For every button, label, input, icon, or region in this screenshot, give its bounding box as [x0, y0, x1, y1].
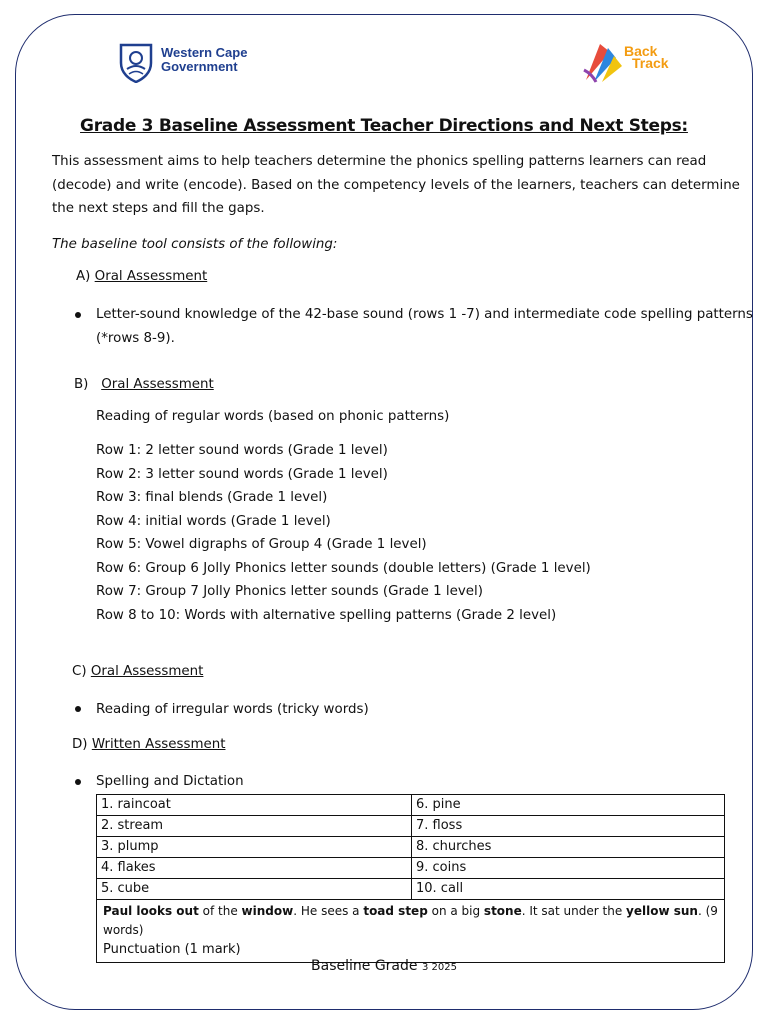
row-description: Row 4: initial words (Grade 1 level) [96, 513, 331, 529]
dictation-text: of the [198, 904, 242, 918]
tool-intro: The baseline tool consists of the following: [52, 237, 338, 252]
section-b-title: Oral Assessment [101, 377, 214, 392]
table-cell: 1. raincoat [97, 795, 412, 816]
row-description: Row 6: Group 6 Jolly Phonics letter sounds (double letters) (Grade 1 level) [96, 560, 591, 576]
row-description: Row 1: 2 letter sound words (Grade 1 level) [96, 443, 388, 458]
table-row [97, 837, 725, 858]
table-row [97, 879, 725, 900]
section-d-letter: D) [72, 737, 88, 752]
bullet-icon [75, 312, 81, 318]
table-cell: 6. pine [412, 795, 725, 816]
table-row [97, 858, 725, 879]
table-cell: 8. churches [412, 837, 725, 858]
section-b-heading [74, 373, 214, 397]
section-a-letter: A) [76, 269, 91, 284]
table-cell: 9. coins [412, 858, 725, 879]
table-row [97, 816, 725, 837]
section-b-letter: B) [74, 377, 89, 392]
section-a-heading [76, 265, 207, 289]
dictation-bold: stone [483, 904, 522, 918]
row-description: Row 7: Group 7 Jolly Phonics letter sounds (Grade 1 level) [96, 584, 483, 599]
footer-year: 3 2025 [421, 962, 457, 973]
section-c-heading [72, 660, 203, 684]
section-a-title: Oral Assessment [94, 269, 208, 284]
table-row [97, 795, 725, 816]
table-cell: 5. cube [97, 879, 412, 900]
dictation-text: . (9 words) [103, 904, 718, 937]
dictation-cell [97, 900, 725, 963]
table-cell: 3. plump [97, 837, 412, 858]
table-cell: 2. stream [97, 816, 412, 837]
table-cell: 10. call [412, 879, 725, 900]
intro-line: the next steps and fill the gaps. [52, 201, 265, 216]
section-d-bullet: Spelling and Dictation [96, 774, 244, 789]
punctuation-note: Punctuation (1 mark) [103, 942, 241, 957]
section-c-bullet: Reading of irregular words (tricky words) [96, 702, 369, 717]
table-cell: 4. flakes [97, 858, 412, 879]
section-d-heading [72, 733, 225, 757]
dictation-bold: yellow sun [626, 904, 698, 918]
back-on-track-logo [582, 40, 682, 86]
spelling-table [96, 794, 725, 963]
section-a-bullet-line: (*rows 8-9). [96, 330, 175, 346]
section-a-bullet [96, 303, 753, 350]
section-b-subheading: Reading of regular words (based on phonic patterns) [96, 409, 450, 424]
dictation-text: . It sat under the [521, 904, 627, 918]
dictation-bold: Paul looks out [103, 904, 199, 918]
dictation-bold: toad step [363, 904, 428, 918]
western-cape-government-logo [113, 38, 273, 88]
wcg-logo-line1: Western Cape [161, 45, 248, 60]
intro-paragraph [52, 150, 740, 221]
dictation-sentence [103, 902, 718, 940]
dictation-bold: window [241, 904, 294, 918]
dictation-text: on a big [427, 904, 484, 918]
coat-of-arms-icon [117, 41, 155, 83]
row-description: Row 2: 3 letter sound words (Grade 1 level) [96, 466, 388, 482]
section-b-rows [96, 439, 591, 627]
bot-logo-line1: Back [624, 43, 658, 59]
section-c-letter: C) [72, 664, 87, 679]
page-footer [0, 958, 768, 974]
row-description: Row 5: Vowel digraphs of Group 4 (Grade 1 level) [96, 537, 427, 552]
wcg-logo-text [161, 46, 247, 74]
wcg-logo-line2: Government [161, 59, 238, 74]
section-d-title: Written Assessment [91, 737, 226, 752]
page-title: Grade 3 Baseline Assessment Teacher Directions and Next Steps: [80, 116, 688, 136]
back-on-track-text [624, 45, 669, 69]
intro-line: This assessment aims to help teachers determine the phonics spelling patterns learners can read [52, 154, 707, 169]
section-a-bullet-line: Letter-sound knowledge of the 42-base sound (rows 1 -7) and intermediate code spelling patterns [96, 307, 753, 322]
footer-text: Baseline Grade [311, 958, 418, 974]
bullet-icon [75, 779, 81, 785]
dictation-row [97, 900, 725, 963]
section-c-title: Oral Assessment [90, 664, 204, 679]
table-cell: 7. floss [412, 816, 725, 837]
dictation-text: . He sees a [293, 904, 364, 918]
row-description: Row 3: final blends (Grade 1 level) [96, 490, 328, 505]
bot-logo-line2: Track [632, 55, 669, 71]
row-description: Row 8 to 10: Words with alternative spelling patterns (Grade 2 level) [96, 607, 557, 623]
intro-line: (decode) and write (encode). Based on the competency levels of the learners, teachers can determine [52, 177, 740, 193]
bullet-icon [75, 706, 81, 712]
